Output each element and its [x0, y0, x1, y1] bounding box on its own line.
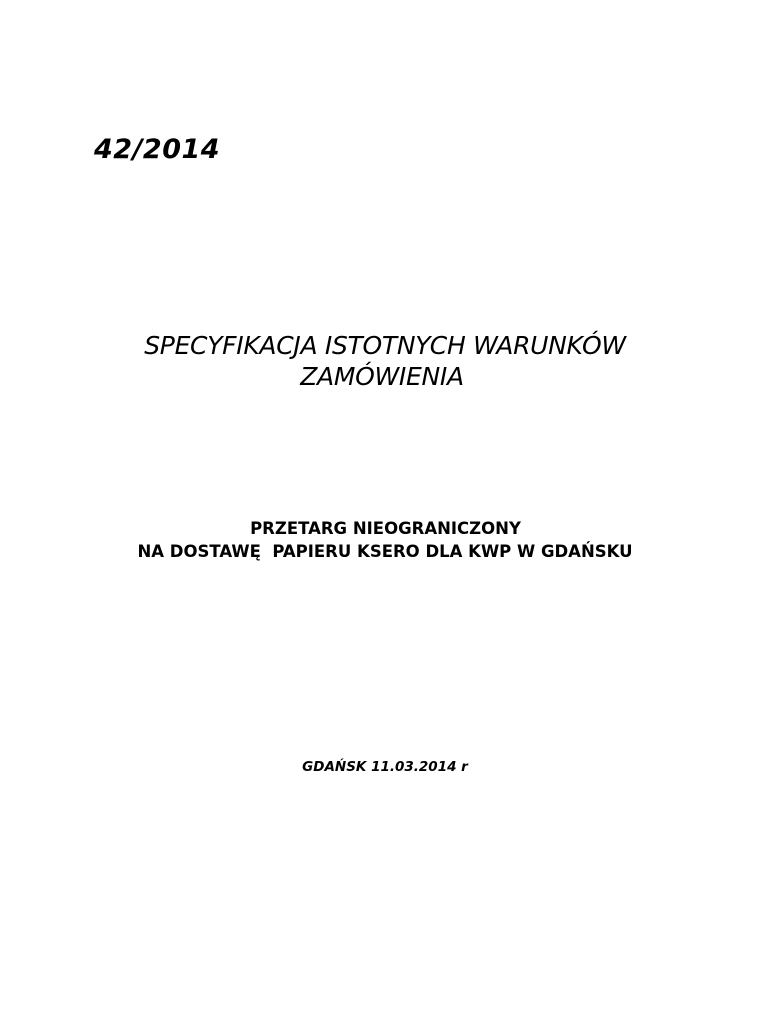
place-and-date: GDAŃSK 11.03.2014 r: [302, 759, 468, 775]
subtitle-line-2: NA DOSTAWĘ PAPIERU KSERO DLA KWP W GDAŃSKU: [137, 542, 633, 561]
subtitle-line-1: PRZETARG NIEOGRANICZONY: [250, 519, 521, 538]
document-number: 42/2014: [94, 134, 221, 165]
document-subtitle: [0, 517, 770, 563]
title-line-1: SPECYFIKACJA ISTOTNYCH WARUNKÓW: [144, 331, 626, 360]
document-title: [0, 330, 770, 392]
title-line-2: ZAMÓWIENIA: [300, 362, 464, 391]
